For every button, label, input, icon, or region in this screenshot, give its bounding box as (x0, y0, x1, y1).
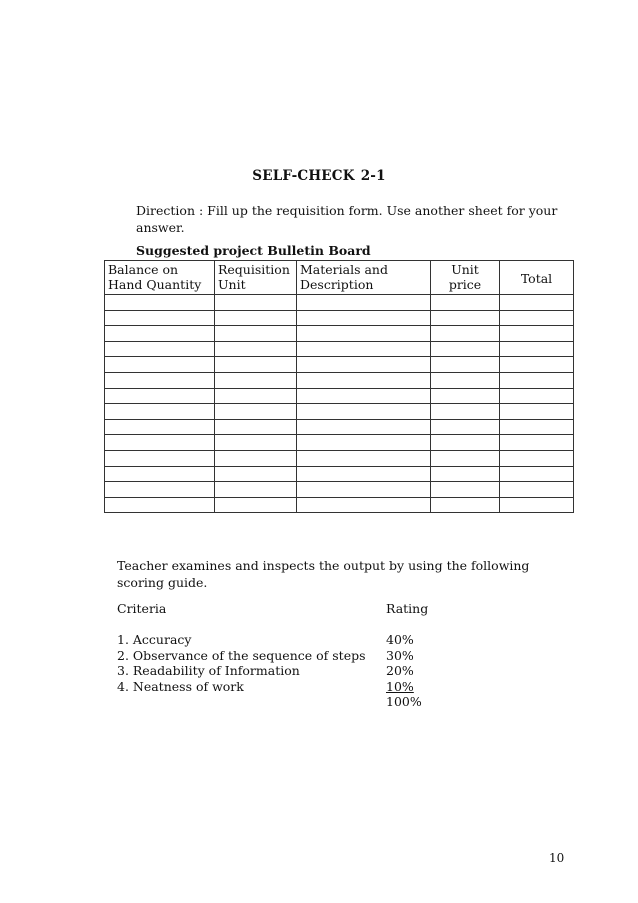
header-materials-description: Materials and Description (297, 261, 431, 295)
table-cell (297, 372, 431, 388)
table-cell (105, 482, 215, 498)
table-row (105, 295, 574, 311)
scoring-intro: Teacher examines and inspects the output by using the following scoring guide. (117, 558, 530, 590)
table-cell (500, 404, 574, 420)
table-row (105, 419, 574, 435)
table-cell (215, 435, 297, 451)
table-cell (500, 419, 574, 435)
criterion-item: 1. Accuracy (117, 632, 192, 647)
table-row (105, 404, 574, 420)
table-cell (215, 357, 297, 373)
rating-item: 30% (386, 647, 414, 663)
table-cell (215, 295, 297, 311)
criteria-header: Criteria (117, 601, 167, 616)
table-row (105, 310, 574, 326)
header-requisition-unit: Requisition Unit (215, 261, 297, 295)
table-cell (297, 435, 431, 451)
table-cell (105, 388, 215, 404)
table-cell (105, 341, 215, 357)
table-cell (500, 497, 574, 513)
table-body (105, 295, 574, 513)
table-cell (500, 372, 574, 388)
table-cell (297, 326, 431, 342)
page-number: 10 (549, 851, 565, 865)
table-row (105, 326, 574, 342)
table-cell (431, 326, 500, 342)
table-cell (431, 357, 500, 373)
table-cell (105, 310, 215, 326)
table-cell (105, 357, 215, 373)
table-cell (297, 450, 431, 466)
project-label: Suggested project Bulletin Board (136, 243, 371, 258)
table-cell (297, 357, 431, 373)
rating-list (386, 632, 422, 710)
rating-item (386, 679, 422, 695)
table-cell (431, 404, 500, 420)
table-cell (215, 482, 297, 498)
table-header-row (105, 261, 574, 295)
table-cell (215, 450, 297, 466)
table-row (105, 357, 574, 373)
table-cell (500, 326, 574, 342)
header-unit-price: Unit price (431, 261, 500, 295)
table-cell (500, 388, 574, 404)
table-cell (215, 326, 297, 342)
table-cell (215, 466, 297, 482)
table-cell (431, 497, 500, 513)
table-cell (215, 497, 297, 513)
table-cell (215, 372, 297, 388)
title-number: 2-1 (360, 168, 386, 184)
rating-item: 20% (386, 663, 414, 678)
criterion-item: 4. Neatness of work (117, 678, 244, 694)
table-cell (215, 310, 297, 326)
table-cell (500, 295, 574, 311)
table-row (105, 435, 574, 451)
table-cell (431, 419, 500, 435)
requisition-form-table (104, 260, 574, 513)
table-cell (105, 372, 215, 388)
table-cell (500, 341, 574, 357)
table-cell (105, 326, 215, 342)
table-cell (215, 341, 297, 357)
header-balance-on-hand: Balance on Hand Quantity (105, 261, 215, 295)
rating-total: 100% (386, 694, 422, 709)
rating-header: Rating (386, 601, 429, 616)
table-cell (431, 341, 500, 357)
table-row (105, 388, 574, 404)
table-row (105, 450, 574, 466)
table-cell (500, 310, 574, 326)
table-cell (500, 450, 574, 466)
table-cell (500, 466, 574, 482)
rating-item: 40% (386, 632, 414, 647)
table-cell (500, 482, 574, 498)
table-row (105, 372, 574, 388)
table-cell (297, 497, 431, 513)
table-cell (431, 310, 500, 326)
table-row (105, 466, 574, 482)
table-cell (431, 482, 500, 498)
table-cell (431, 435, 500, 451)
table-row (105, 482, 574, 498)
table-cell (105, 466, 215, 482)
table-cell (431, 450, 500, 466)
table-cell (215, 419, 297, 435)
table-cell (297, 388, 431, 404)
direction-text: Direction : Fill up the requisition form. Use another sheet for your answer. (136, 203, 558, 235)
table-cell (297, 404, 431, 420)
title-text: SELF-CHECK (252, 168, 355, 184)
table-cell (297, 341, 431, 357)
page-title (0, 168, 638, 184)
table-cell (297, 310, 431, 326)
table-row (105, 341, 574, 357)
table-cell (215, 388, 297, 404)
table-cell (105, 435, 215, 451)
table-cell (105, 497, 215, 513)
table-cell (500, 357, 574, 373)
table-cell (105, 404, 215, 420)
table-cell (297, 295, 431, 311)
table-cell (297, 419, 431, 435)
table-cell (431, 466, 500, 482)
criteria-list (117, 632, 366, 694)
table-cell (105, 419, 215, 435)
table-cell (105, 295, 215, 311)
header-total: Total (500, 261, 574, 295)
table-row (105, 497, 574, 513)
rating-item-underlined: 10% (386, 678, 414, 694)
table-cell (431, 388, 500, 404)
table-cell (500, 435, 574, 451)
criterion-item: 3. Readability of Information (117, 663, 300, 678)
table-cell (105, 450, 215, 466)
table-cell (297, 482, 431, 498)
table-cell (431, 372, 500, 388)
criterion-item: 2. Observance of the sequence of steps (117, 647, 366, 663)
table-cell (215, 404, 297, 420)
table-cell (431, 295, 500, 311)
table-cell (297, 466, 431, 482)
